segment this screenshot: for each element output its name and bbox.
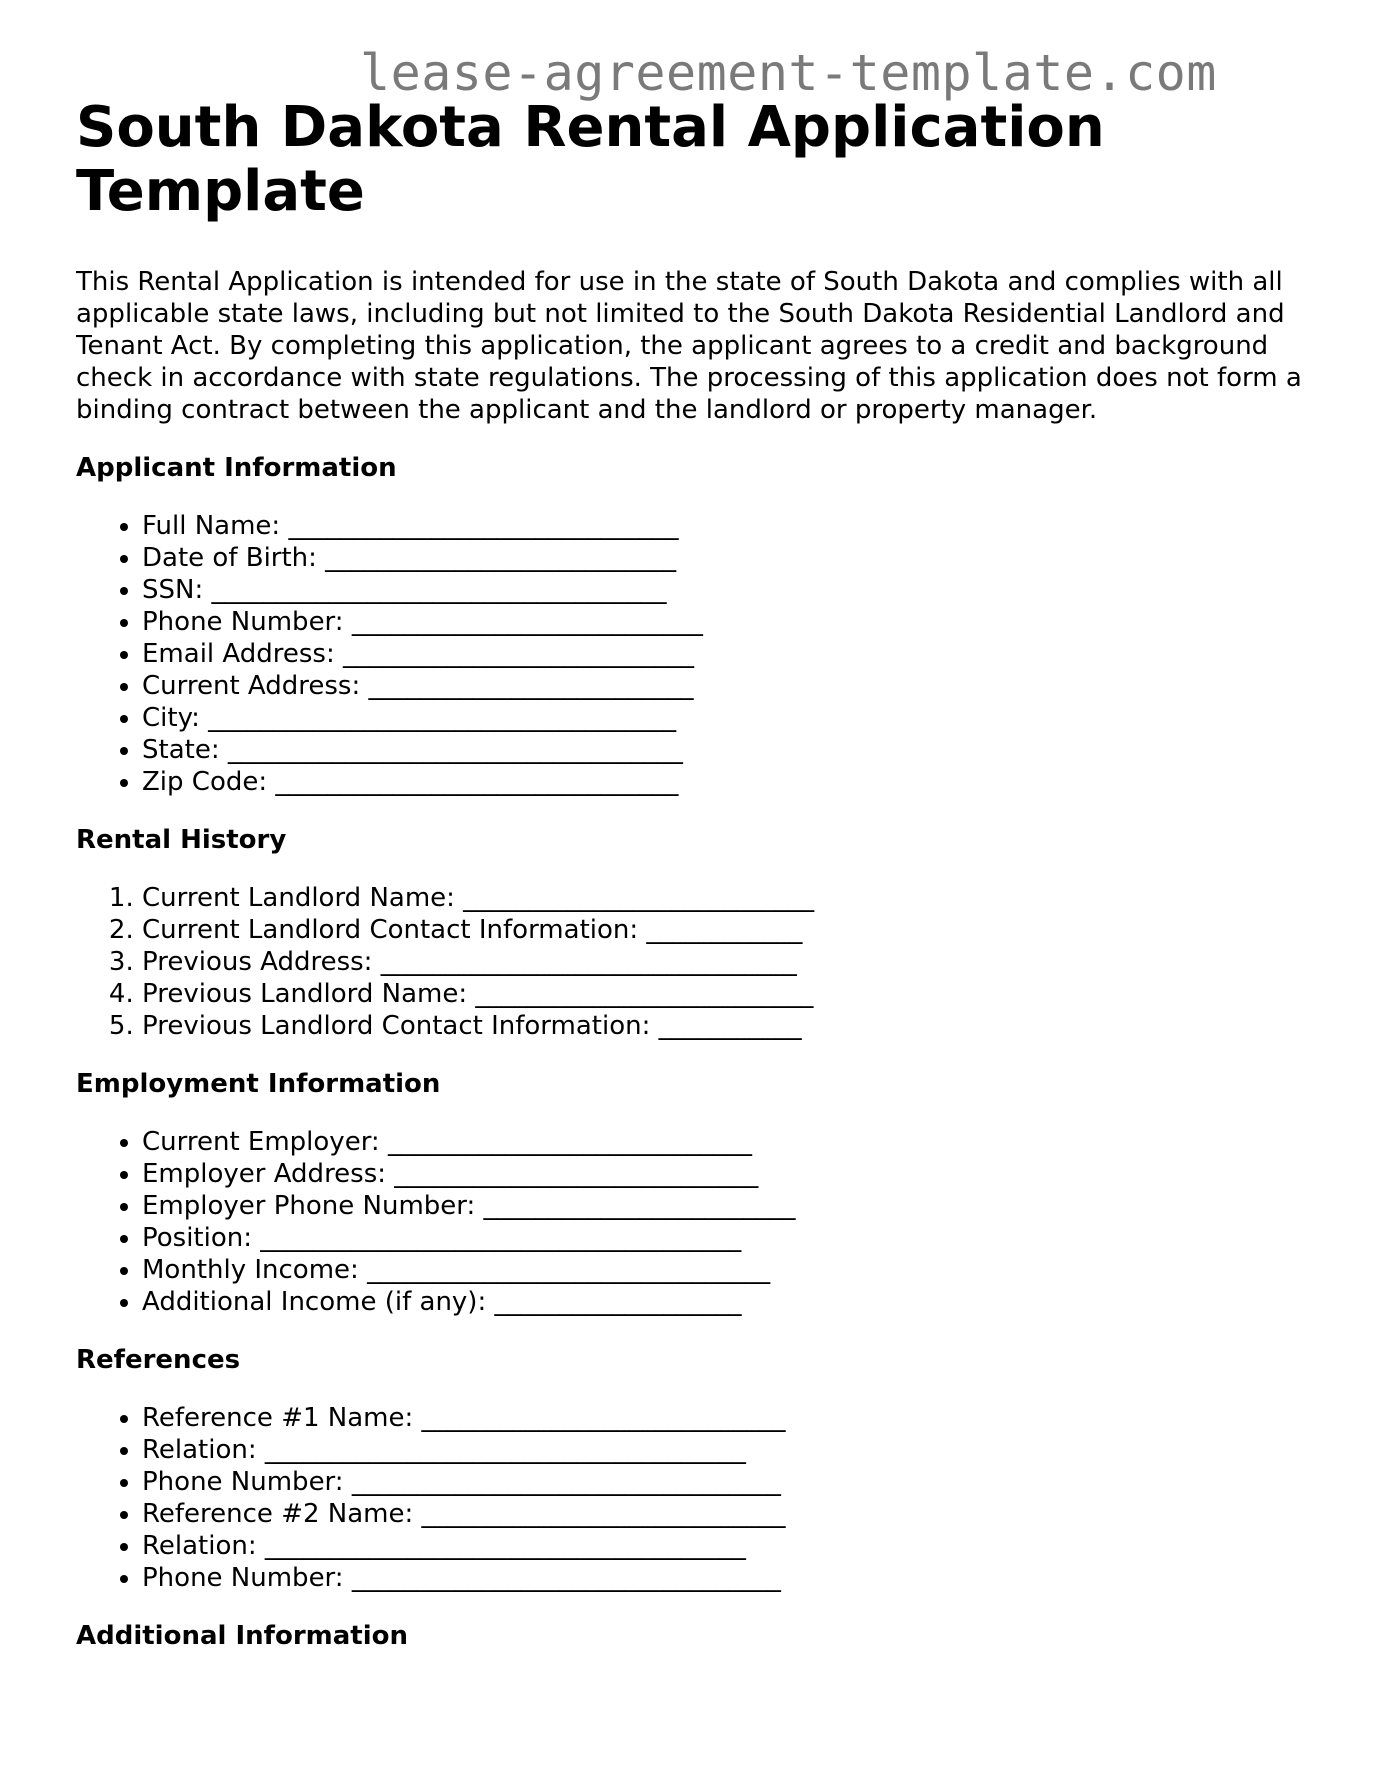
list-item: 5. Previous Landlord Contact Information: ___________ bbox=[142, 1010, 1316, 1042]
section-heading-rental-history: Rental History bbox=[76, 825, 287, 855]
list-item: • Monthly Income: _______________________________ bbox=[142, 1254, 1316, 1286]
list-item: • Date of Birth: ___________________________ bbox=[142, 542, 1316, 574]
applicant-list bbox=[76, 510, 1316, 798]
list-item: 1. Current Landlord Name: ___________________________ bbox=[142, 882, 1316, 914]
list-item: • Reference #1 Name: ____________________________ bbox=[142, 1402, 1316, 1434]
employment-list bbox=[76, 1126, 1316, 1318]
references-list bbox=[76, 1402, 1316, 1594]
list-item: • Additional Income (if any): ___________________ bbox=[142, 1286, 1316, 1318]
list-item: • Current Address: _________________________ bbox=[142, 670, 1316, 702]
list-item: • Employer Address: ____________________________ bbox=[142, 1158, 1316, 1190]
list-item: 2. Current Landlord Contact Information: ____________ bbox=[142, 914, 1316, 946]
list-item: • Position: _____________________________________ bbox=[142, 1222, 1316, 1254]
list-item: • SSN: ___________________________________ bbox=[142, 574, 1316, 606]
list-item: 3. Previous Address: ________________________________ bbox=[142, 946, 1316, 978]
list-item: • Email Address: ___________________________ bbox=[142, 638, 1316, 670]
list-item: • Relation: _____________________________________ bbox=[142, 1530, 1316, 1562]
section-heading-employment: Employment Information bbox=[76, 1069, 441, 1099]
section-heading-applicant: Applicant Information bbox=[76, 453, 397, 483]
list-item: • Reference #2 Name: ____________________________ bbox=[142, 1498, 1316, 1530]
document-page bbox=[76, 96, 1316, 1678]
list-item: • Full Name: ______________________________ bbox=[142, 510, 1316, 542]
section-heading-additional: Additional Information bbox=[76, 1621, 409, 1651]
list-item: 4. Previous Landlord Name: __________________________ bbox=[142, 978, 1316, 1010]
list-item: • State: ___________________________________ bbox=[142, 734, 1316, 766]
page-title: South Dakota Rental Application Template bbox=[76, 95, 1105, 224]
list-item: • Zip Code: _______________________________ bbox=[142, 766, 1316, 798]
list-item: • Relation: _____________________________________ bbox=[142, 1434, 1316, 1466]
rental-history-list bbox=[76, 882, 1316, 1042]
watermark-text: lease-agreement-template.com bbox=[360, 44, 1217, 102]
section-heading-references: References bbox=[76, 1345, 241, 1375]
list-item: • Phone Number: _________________________________ bbox=[142, 1562, 1316, 1594]
list-item: • Current Employer: ____________________________ bbox=[142, 1126, 1316, 1158]
list-item: • Employer Phone Number: ________________________ bbox=[142, 1190, 1316, 1222]
list-item: • Phone Number: _________________________________ bbox=[142, 1466, 1316, 1498]
list-item: • City: ____________________________________ bbox=[142, 702, 1316, 734]
list-item: • Phone Number: ___________________________ bbox=[142, 606, 1316, 638]
intro-paragraph: This Rental Application is intended for use in the state of South Dakota and complies with all applicable state laws, including but not limited to the South Dakota Residential Landlord and Tenant Act. By completing this application, the applicant agrees to a credit and background check in accordance with state regulations. The processing of this application does not form a binding contract between the applicant and the landlord or property manager. bbox=[76, 267, 1302, 425]
